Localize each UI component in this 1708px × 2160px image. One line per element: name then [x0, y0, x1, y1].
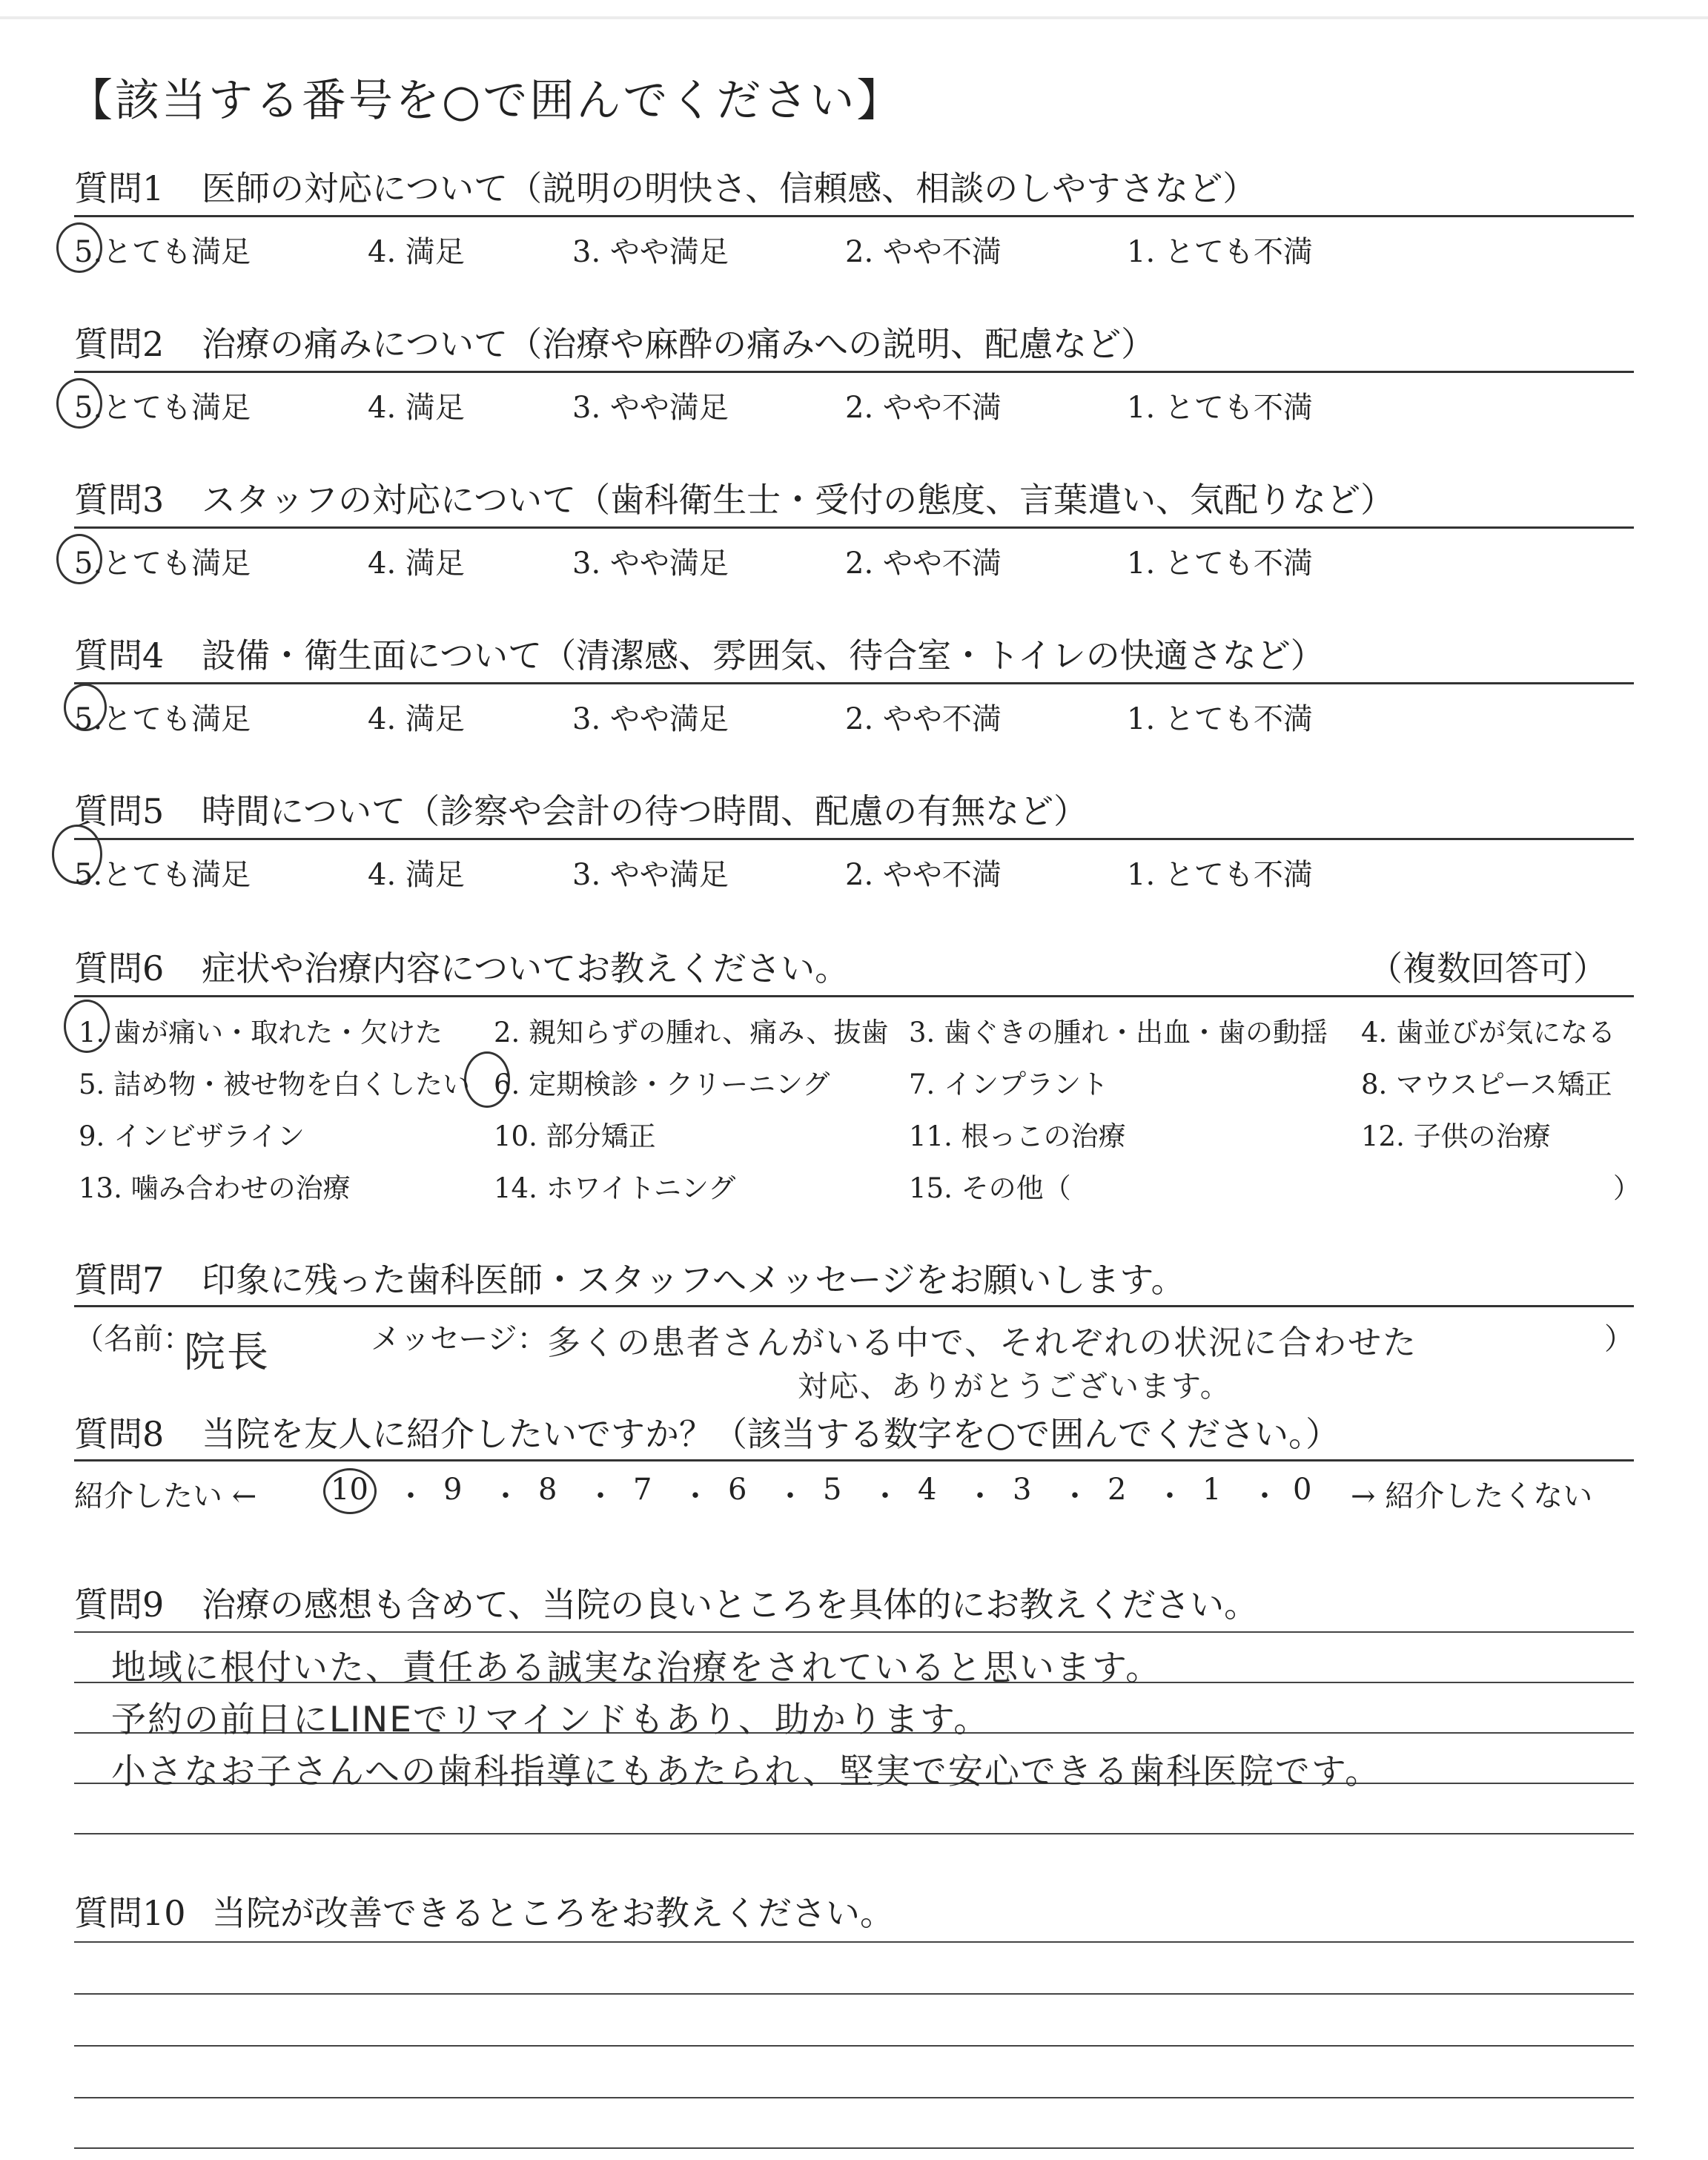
q2-label: 質問2: [74, 324, 165, 364]
q8-scale-dot: ・: [396, 1479, 426, 1513]
q9-answer-text-3: 小さなお子さんへの歯科指導にもあたられ、堅実で安心できる歯科医院です。: [111, 1751, 1382, 1792]
q8-scale-6[interactable]: 6: [728, 1473, 747, 1507]
q6-item-12[interactable]: 12. 子供の治療: [1361, 1120, 1551, 1152]
q7-message-label: メッセージ：: [371, 1322, 547, 1356]
q5-label: 質問5: [74, 791, 165, 831]
q2-option-3[interactable]: 3. やや満足: [572, 391, 729, 425]
q8-scale-dot: ・: [1060, 1479, 1090, 1513]
q3-text: スタッフの対応について（歯科衛生士・受付の態度、言葉遣い、気配りなど）: [202, 480, 1395, 520]
q8-scale-8[interactable]: 8: [538, 1473, 557, 1507]
q1-option-3[interactable]: 3. やや満足: [572, 235, 729, 269]
q2-option-2[interactable]: 2. やや不満: [845, 391, 1002, 425]
q8-scale-7[interactable]: 7: [633, 1473, 652, 1507]
q7-name-label: （名前：: [74, 1322, 193, 1356]
q2-option-1[interactable]: 1. とても不満: [1127, 391, 1313, 425]
q3-option-1[interactable]: 1. とても不満: [1127, 546, 1313, 581]
q6-item-15[interactable]: 15. その他（: [909, 1172, 1071, 1204]
q9-answer-text-1: 地域に根付いた、責任ある誠実な治療をされていると思います。: [111, 1648, 1162, 1688]
q7-label: 質問7: [74, 1260, 165, 1300]
q4-option-1[interactable]: 1. とても不満: [1127, 702, 1313, 736]
q10-text: 当院が改善できるところをお教えください。: [212, 1893, 894, 1933]
q8-scale-1[interactable]: 1: [1202, 1473, 1222, 1507]
q5-option-1[interactable]: 1. とても不満: [1127, 858, 1313, 892]
q6-other-close-paren: ）: [1613, 1172, 1641, 1204]
q5-option-5[interactable]: 5.とても満足: [74, 858, 251, 892]
q1-label: 質問1: [74, 168, 165, 208]
q8-scale-2[interactable]: 2: [1108, 1473, 1127, 1507]
q8-scale-5[interactable]: 5: [823, 1473, 842, 1507]
q1-option-5[interactable]: 5.とても満足: [74, 235, 251, 269]
q1-option-1[interactable]: 1. とても不満: [1127, 235, 1313, 269]
q6-item-1[interactable]: 1. 歯が痛い・取れた・欠けた: [79, 1017, 443, 1048]
q8-scale-3[interactable]: 3: [1013, 1473, 1032, 1507]
q7-message-line-2: 対応、ありがとうございます。: [798, 1370, 1231, 1404]
q8-scale-dot: ・: [681, 1479, 710, 1513]
q1-option-4[interactable]: 4. 満足: [368, 235, 465, 269]
q6-item-2[interactable]: 2. 親知らずの腫れ、痛み、抜歯: [494, 1017, 889, 1048]
q10-answer-line: [74, 1993, 1634, 1995]
q6-item-14[interactable]: 14. ホワイトニング: [494, 1172, 736, 1204]
q8-right-label: → 紹介したくない: [1351, 1479, 1593, 1513]
q1-option-2[interactable]: 2. やや不満: [845, 235, 1002, 269]
q6-item-5[interactable]: 5. 詰め物・被せ物を白くしたい: [79, 1069, 471, 1100]
q8-scale-dot: ・: [775, 1479, 805, 1513]
q4-option-5[interactable]: 5.とても満足: [74, 702, 251, 736]
q9-text: 治療の感想も含めて、当院の良いところを具体的にお教えください。: [202, 1585, 1259, 1625]
q8-scale-9[interactable]: 9: [443, 1473, 463, 1507]
q1-text: 医師の対応について（説明の明快さ、信頼感、相談のしやすさなど）: [202, 168, 1257, 208]
q7-close-paren: ）: [1604, 1322, 1634, 1356]
q6-item-10[interactable]: 10. 部分矯正: [494, 1120, 656, 1152]
q8-scale-dot: ・: [965, 1479, 995, 1513]
q6-text: 症状や治療内容についてお教えください。: [202, 948, 850, 988]
q3-option-4[interactable]: 4. 満足: [368, 546, 465, 581]
q2-option-5[interactable]: 5.とても満足: [74, 391, 251, 425]
q2-text: 治療の痛みについて（治療や麻酔の痛みへの説明、配慮など）: [202, 324, 1156, 364]
q6-item-7[interactable]: 7. インプラント: [909, 1069, 1109, 1100]
q6-item-3[interactable]: 3. 歯ぐきの腫れ・出血・歯の動揺: [909, 1017, 1328, 1048]
instruction-title: 【該当する番号を○で囲んでください】: [68, 75, 904, 127]
q4-option-4[interactable]: 4. 満足: [368, 702, 465, 736]
q3-label: 質問3: [74, 480, 165, 520]
q7-underline: [74, 1305, 1634, 1307]
q8-scale-0[interactable]: 0: [1293, 1473, 1312, 1507]
q3-option-5[interactable]: 5.とても満足: [74, 546, 251, 581]
q10-answer-line: [74, 2147, 1634, 2149]
q8-text: 当院を友人に紹介したいですか？（該当する数字を○で囲んでください。）: [202, 1414, 1340, 1454]
q8-label: 質問8: [74, 1414, 165, 1454]
q5-option-2[interactable]: 2. やや不満: [845, 858, 1002, 892]
q2-underline: [74, 371, 1634, 373]
q4-text: 設備・衛生面について（清潔感、雰囲気、待合室・トイレの快適さなど）: [202, 635, 1325, 676]
q5-underline: [74, 838, 1634, 840]
q6-label: 質問6: [74, 948, 165, 988]
q9-label: 質問9: [74, 1585, 165, 1625]
q4-option-3[interactable]: 3. やや満足: [572, 702, 729, 736]
q8-scale-dot: ・: [586, 1479, 615, 1513]
q10-answer-line: [74, 1941, 1634, 1943]
q8-left-label: 紹介したい ←: [74, 1479, 257, 1513]
q6-underline: [74, 995, 1634, 997]
q7-text: 印象に残った歯科医師・スタッフへメッセージをお願いします。: [202, 1260, 1185, 1300]
q8-scale-dot: ・: [1250, 1479, 1280, 1513]
q4-label: 質問4: [74, 635, 165, 676]
q4-underline: [74, 682, 1634, 684]
q8-underline: [74, 1459, 1634, 1462]
q5-option-4[interactable]: 4. 満足: [368, 858, 465, 892]
q8-scale-10[interactable]: 10: [331, 1473, 368, 1507]
q6-item-9[interactable]: 9. インビザライン: [79, 1120, 305, 1152]
q2-option-4[interactable]: 4. 満足: [368, 391, 465, 425]
q3-underline: [74, 526, 1634, 529]
q5-option-3[interactable]: 3. やや満足: [572, 858, 729, 892]
q9-answer-line: [74, 1631, 1634, 1633]
q3-option-2[interactable]: 2. やや不満: [845, 546, 1002, 581]
q6-item-6[interactable]: 6. 定期検診・クリーニング: [494, 1069, 830, 1100]
q6-note: （複数回答可）: [1368, 948, 1607, 988]
q8-scale-dot: ・: [491, 1479, 520, 1513]
q6-item-11[interactable]: 11. 根っこの治療: [909, 1120, 1126, 1152]
q10-label: 質問10: [74, 1893, 186, 1933]
q6-item-13[interactable]: 13. 噛み合わせの治療: [79, 1172, 351, 1204]
scan-edge-line: [0, 16, 1708, 19]
q7-message-line-1: 多くの患者さんがいる中で、それぞれの状況に合わせた: [547, 1323, 1418, 1362]
q8-scale-dot: ・: [870, 1479, 900, 1513]
q5-text: 時間について（診察や会計の待つ時間、配慮の有無など）: [202, 791, 1088, 831]
q6-item-8[interactable]: 8. マウスピース矯正: [1361, 1069, 1612, 1100]
q3-option-3[interactable]: 3. やや満足: [572, 546, 729, 581]
q9-answer-line: [74, 1833, 1634, 1834]
q4-option-2[interactable]: 2. やや不満: [845, 702, 1002, 736]
q1-underline: [74, 215, 1634, 217]
q8-scale-4[interactable]: 4: [918, 1473, 937, 1507]
q9-answer-text-2: 予約の前日にLINEでリマインドもあり、助かります。: [111, 1700, 990, 1740]
q8-scale-dot: ・: [1155, 1479, 1185, 1513]
q10-answer-line: [74, 2045, 1634, 2047]
q10-answer-line: [74, 2097, 1634, 2098]
q7-name-handwritten: 院長: [184, 1329, 270, 1377]
q6-item-4[interactable]: 4. 歯並びが気になる: [1361, 1017, 1616, 1048]
